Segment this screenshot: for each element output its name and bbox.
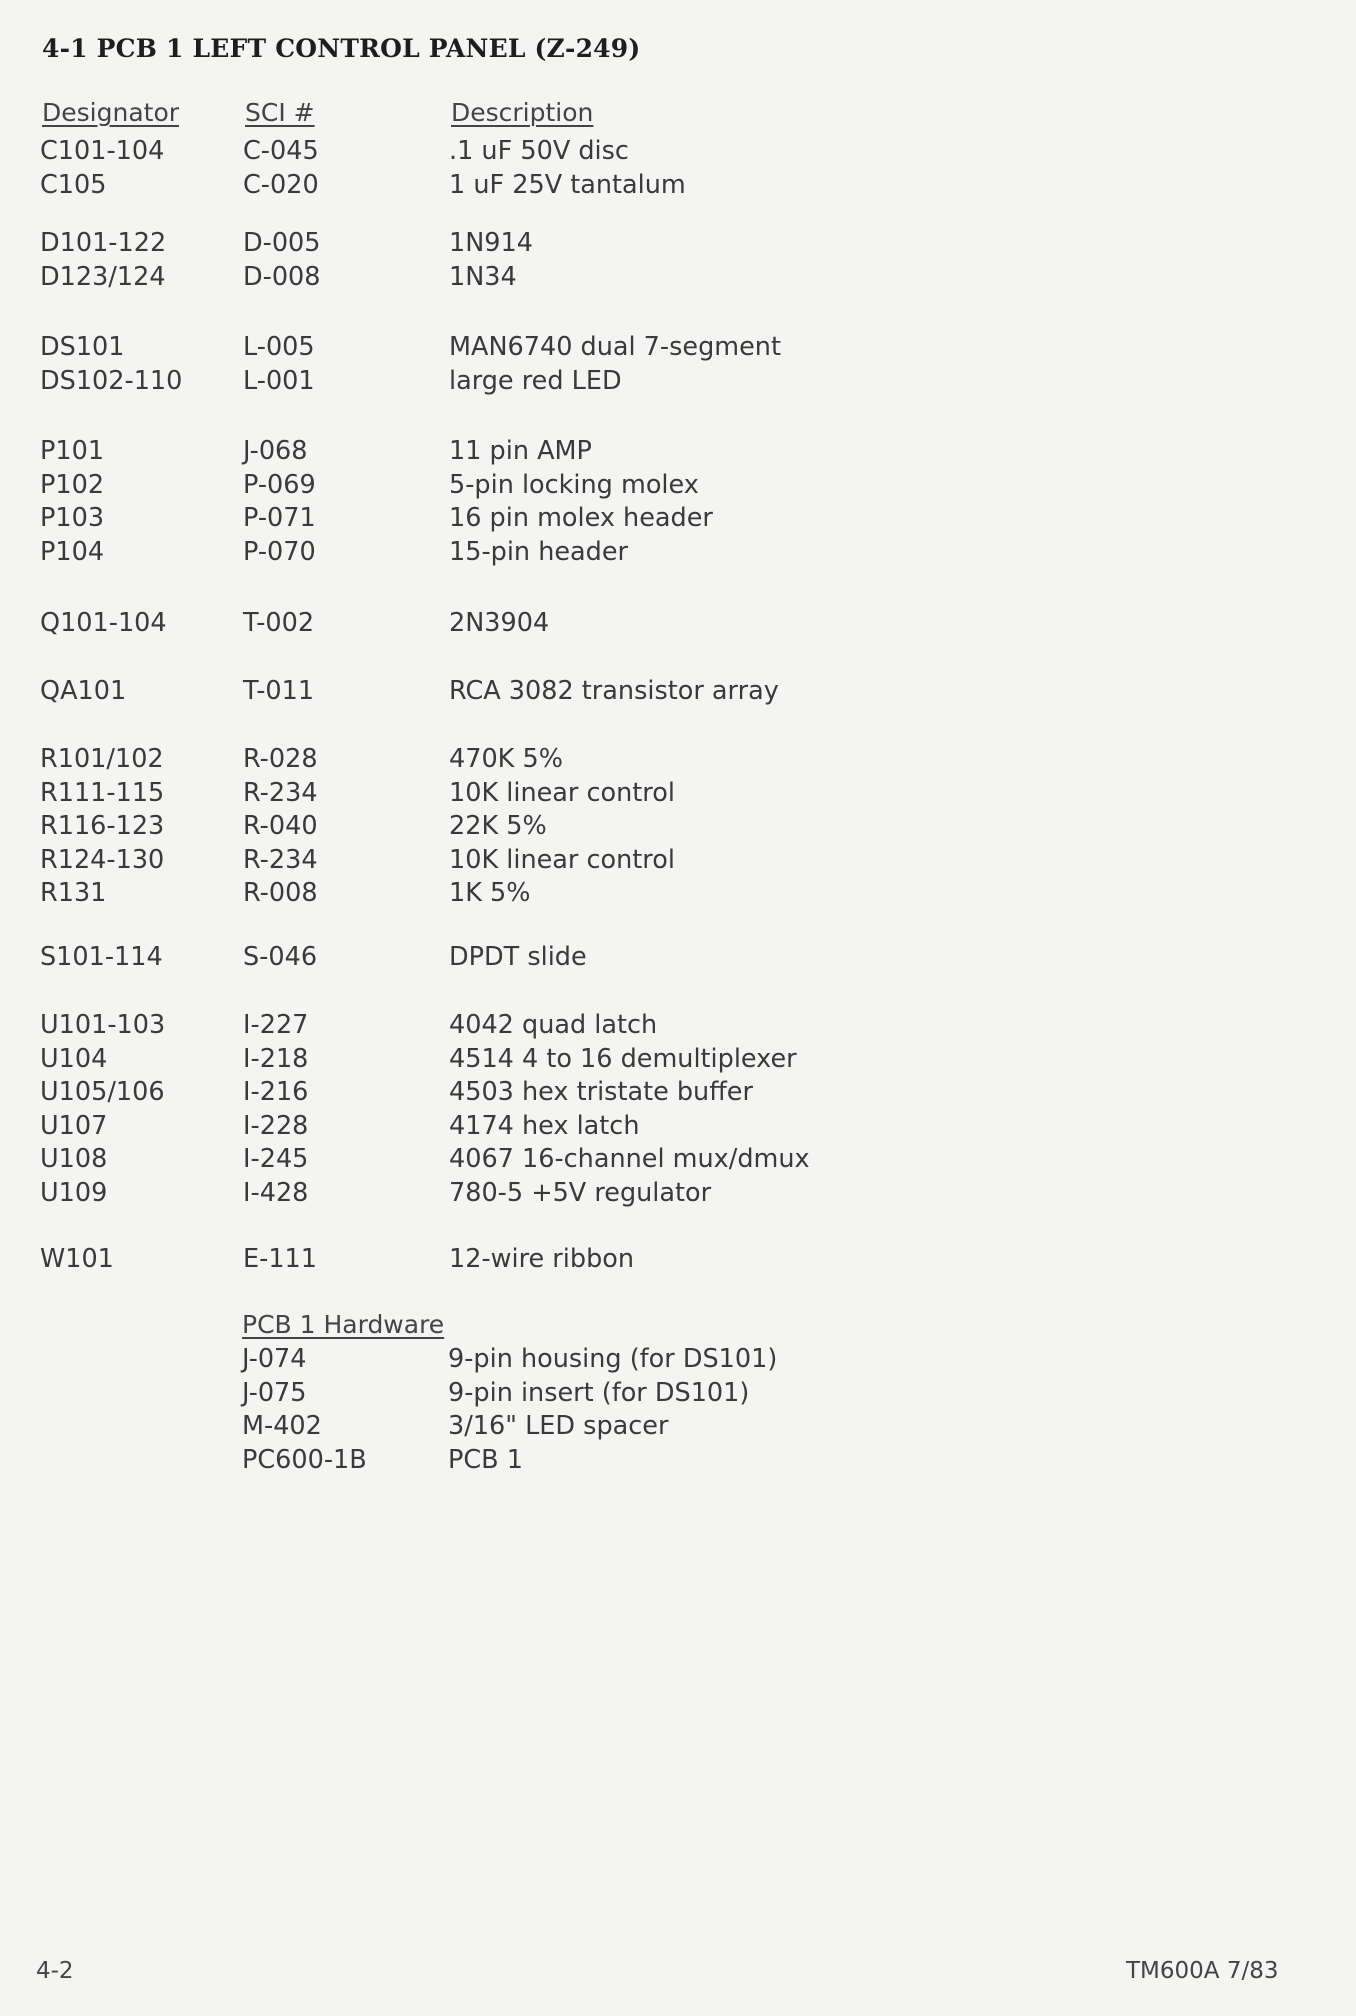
designator-cell: R101/102 bbox=[40, 744, 164, 774]
section-title: 4-1 PCB 1 LEFT CONTROL PANEL (Z-249) bbox=[42, 34, 641, 63]
sci-number-cell: I-227 bbox=[243, 1010, 309, 1040]
sci-number-cell: L-005 bbox=[243, 332, 315, 362]
part-group bbox=[0, 1244, 1356, 1278]
table-row bbox=[0, 1111, 1356, 1145]
description-cell: 10K linear control bbox=[449, 844, 675, 875]
sci-number-cell: E-111 bbox=[243, 1244, 317, 1274]
description-cell: 4514 4 to 16 demultiplexer bbox=[449, 1043, 797, 1074]
sci-number-cell: P-070 bbox=[243, 536, 316, 567]
designator-cell: R116-123 bbox=[40, 811, 165, 841]
description-cell: 470K 5% bbox=[449, 744, 563, 774]
designator-cell: DS102-110 bbox=[40, 365, 183, 396]
designator-cell: D123/124 bbox=[40, 261, 166, 292]
table-row bbox=[0, 436, 1356, 470]
table-row bbox=[0, 1010, 1356, 1044]
table-row bbox=[0, 744, 1356, 778]
sci-number-cell: I-245 bbox=[243, 1144, 309, 1174]
designator-cell: U109 bbox=[40, 1177, 108, 1208]
sci-number-cell: T-011 bbox=[243, 676, 315, 706]
sci-number-cell: L-001 bbox=[243, 365, 315, 396]
part-group bbox=[0, 136, 1356, 203]
description-cell: 22K 5% bbox=[449, 811, 547, 841]
table-row bbox=[0, 608, 1356, 642]
part-group bbox=[0, 942, 1356, 976]
description-cell: 4042 quad latch bbox=[449, 1010, 658, 1040]
sci-number-cell: J-074 bbox=[242, 1344, 307, 1374]
designator-cell: W101 bbox=[40, 1244, 114, 1274]
designator-cell: R124-130 bbox=[40, 844, 165, 875]
description-cell: 12-wire ribbon bbox=[449, 1244, 635, 1274]
table-row bbox=[0, 537, 1356, 571]
part-group bbox=[0, 608, 1356, 642]
description-cell: 2N3904 bbox=[449, 608, 550, 638]
sci-number-cell: S-046 bbox=[243, 942, 318, 972]
description-cell: 3/16" LED spacer bbox=[448, 1411, 669, 1441]
sci-number-cell: PC600-1B bbox=[242, 1444, 367, 1475]
table-row bbox=[0, 778, 1356, 812]
part-group bbox=[0, 1010, 1356, 1211]
table-row bbox=[0, 878, 1356, 912]
part-group bbox=[0, 676, 1356, 710]
table-row bbox=[0, 262, 1356, 296]
table-row bbox=[0, 1144, 1356, 1178]
table-row bbox=[0, 470, 1356, 504]
description-cell: RCA 3082 transistor array bbox=[449, 676, 779, 706]
sci-number-cell: J-068 bbox=[243, 436, 308, 466]
table-row bbox=[0, 676, 1356, 710]
table-row bbox=[0, 366, 1356, 400]
sci-number-cell: C-020 bbox=[243, 169, 319, 200]
designator-cell: QA101 bbox=[40, 676, 127, 706]
designator-cell: D101-122 bbox=[40, 228, 167, 258]
hardware-subheader: PCB 1 Hardware bbox=[242, 1310, 445, 1339]
designator-cell: C105 bbox=[40, 169, 107, 200]
sci-number-cell: I-218 bbox=[243, 1043, 309, 1074]
designator-header: Designator bbox=[42, 98, 180, 127]
description-cell: PCB 1 bbox=[448, 1444, 524, 1475]
designator-cell: P101 bbox=[40, 436, 105, 466]
description-header: Description bbox=[451, 98, 594, 127]
sci-number-cell: C-045 bbox=[243, 136, 319, 166]
hardware-row bbox=[0, 1445, 1356, 1479]
sci-number-cell: J-075 bbox=[242, 1377, 307, 1408]
table-row bbox=[0, 1178, 1356, 1212]
sci-number-cell: T-002 bbox=[243, 608, 315, 638]
part-group bbox=[0, 744, 1356, 912]
table-row bbox=[0, 228, 1356, 262]
designator-cell: U105/106 bbox=[40, 1077, 165, 1107]
description-cell: 5-pin locking molex bbox=[449, 469, 699, 500]
sci-number-cell: D-008 bbox=[243, 261, 321, 292]
hardware-row bbox=[0, 1344, 1356, 1378]
part-group bbox=[0, 228, 1356, 295]
document-code: TM600A 7/83 bbox=[1126, 1958, 1279, 1984]
table-row bbox=[0, 1077, 1356, 1111]
description-cell: 9-pin insert (for DS101) bbox=[448, 1377, 750, 1408]
designator-cell: P104 bbox=[40, 536, 105, 567]
sci-number-cell: I-216 bbox=[243, 1077, 309, 1107]
designator-cell: U107 bbox=[40, 1110, 108, 1141]
designator-cell: Q101-104 bbox=[40, 608, 167, 638]
sci-number-cell: D-005 bbox=[243, 228, 321, 258]
table-row bbox=[0, 1044, 1356, 1078]
sci-number-cell: P-071 bbox=[243, 503, 316, 533]
description-cell: 16 pin molex header bbox=[449, 503, 713, 533]
sci-number-cell: R-234 bbox=[243, 777, 318, 808]
description-cell: 1N914 bbox=[449, 228, 533, 258]
designator-cell: P103 bbox=[40, 503, 105, 533]
description-cell: 11 pin AMP bbox=[449, 436, 592, 466]
page-number: 4-2 bbox=[36, 1958, 74, 1984]
designator-cell: P102 bbox=[40, 469, 105, 500]
hardware-row bbox=[0, 1411, 1356, 1445]
description-cell: 4067 16-channel mux/dmux bbox=[449, 1144, 810, 1174]
description-cell: 1N34 bbox=[449, 261, 517, 292]
sci-number-cell: R-234 bbox=[243, 844, 318, 875]
description-cell: 10K linear control bbox=[449, 777, 675, 808]
table-row bbox=[0, 332, 1356, 366]
hardware-table bbox=[0, 1344, 1356, 1478]
sci-number-cell: I-228 bbox=[243, 1110, 309, 1141]
description-cell: DPDT slide bbox=[449, 942, 587, 972]
description-cell: .1 uF 50V disc bbox=[449, 136, 629, 166]
designator-cell: C101-104 bbox=[40, 136, 165, 166]
description-cell: 1 uF 25V tantalum bbox=[449, 169, 686, 200]
sci-number-cell: I-428 bbox=[243, 1177, 309, 1208]
table-row bbox=[0, 845, 1356, 879]
description-cell: 9-pin housing (for DS101) bbox=[448, 1344, 778, 1374]
table-row bbox=[0, 503, 1356, 537]
description-cell: 4503 hex tristate buffer bbox=[449, 1077, 753, 1107]
description-cell: 4174 hex latch bbox=[449, 1110, 640, 1141]
sci-number-cell: R-008 bbox=[243, 878, 318, 908]
designator-cell: U104 bbox=[40, 1043, 108, 1074]
table-row bbox=[0, 942, 1356, 976]
part-group bbox=[0, 332, 1356, 399]
description-cell: MAN6740 dual 7-segment bbox=[449, 332, 781, 362]
table-row bbox=[0, 170, 1356, 204]
designator-cell: DS101 bbox=[40, 332, 125, 362]
description-cell: 15-pin header bbox=[449, 536, 629, 567]
sci-number-header: SCI # bbox=[245, 98, 315, 127]
table-row bbox=[0, 1244, 1356, 1278]
designator-cell: U101-103 bbox=[40, 1010, 166, 1040]
part-group bbox=[0, 436, 1356, 570]
table-row bbox=[0, 136, 1356, 170]
sci-number-cell: P-069 bbox=[243, 469, 316, 500]
designator-cell: U108 bbox=[40, 1144, 108, 1174]
designator-cell: S101-114 bbox=[40, 942, 163, 972]
description-cell: large red LED bbox=[449, 365, 622, 396]
description-cell: 780-5 +5V regulator bbox=[449, 1177, 712, 1208]
hardware-row bbox=[0, 1378, 1356, 1412]
designator-cell: R111-115 bbox=[40, 777, 165, 808]
designator-cell: R131 bbox=[40, 878, 107, 908]
table-row bbox=[0, 811, 1356, 845]
sci-number-cell: R-028 bbox=[243, 744, 318, 774]
sci-number-cell: R-040 bbox=[243, 811, 318, 841]
sci-number-cell: M-402 bbox=[242, 1411, 322, 1441]
description-cell: 1K 5% bbox=[449, 878, 531, 908]
